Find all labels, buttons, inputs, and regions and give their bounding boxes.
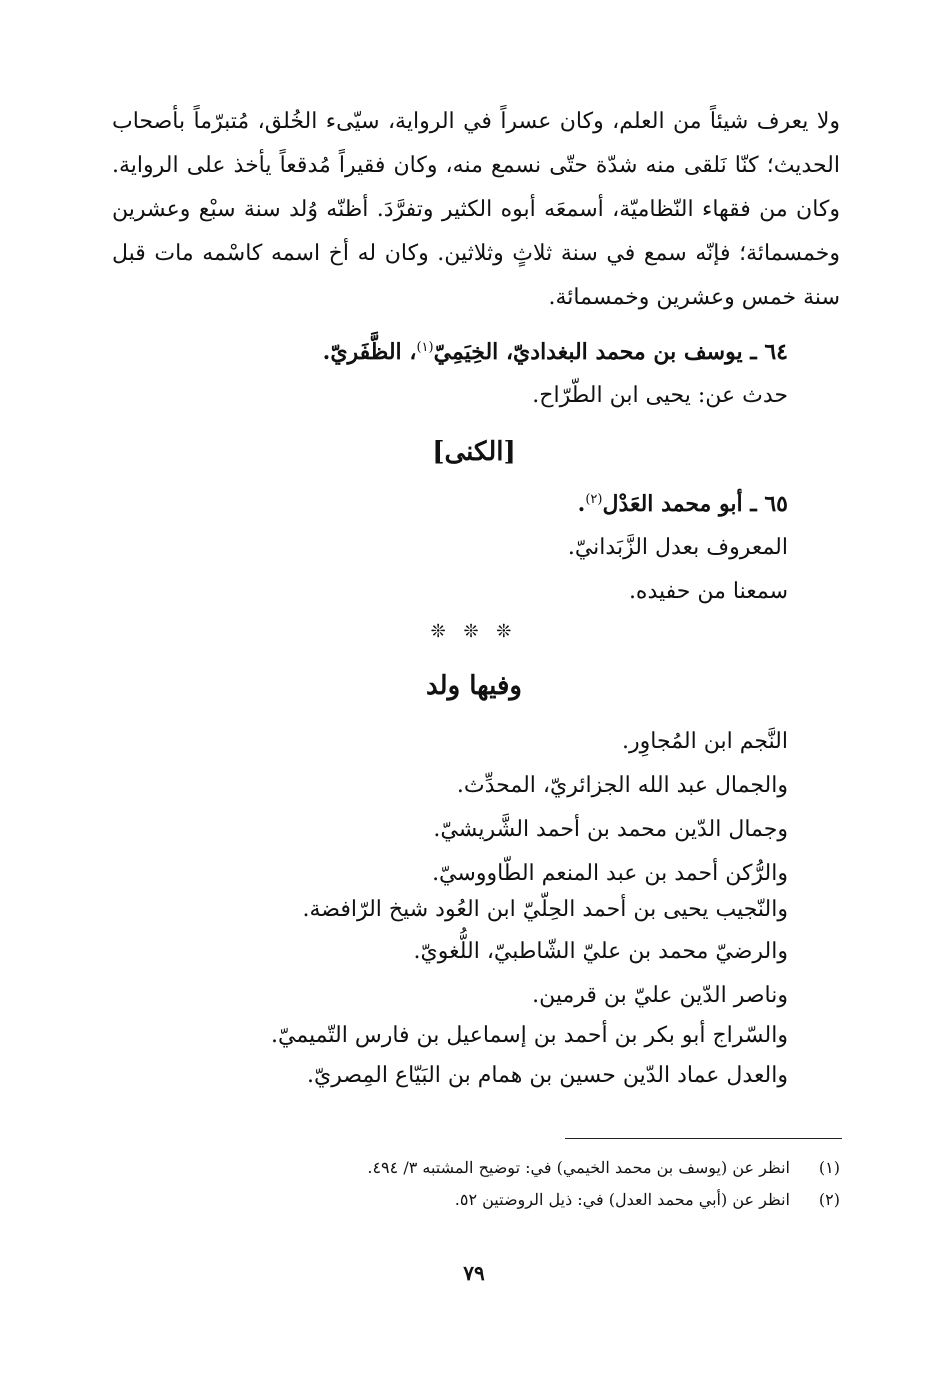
footnote-1 xyxy=(367,1154,840,1182)
born-item: والرُّكن أحمد بن عبد المنعم الطّاووسيّ. xyxy=(432,861,788,886)
footnote-2-number: (٢) xyxy=(818,1190,840,1209)
biography-paragraph: ولا يعرف شيئاً من العلم، وكان عسراً في الرواية، سيّىء الخُلق، مُتبرّماً بأصحاب الحديث؛ كنّا نَلقى منه شدّة حتّى نسمع منه، وكان فقيراً مُدقعاً يأخذ على الرواية. وكان من فقهاء النّظاميّة، أسمعَه أبوه الكثير وتفرَّدَ. أظنّه وُلد سنة سبْع وعشرين وخمسمائة؛ فإنّه سمع في سنة ثلاثٍ وثلاثين. وكان له أخ اسمه كاسْمه مات قبل سنة خمس وعشرين وخمسمائة. xyxy=(112,109,840,310)
entry-64-detail: حدث عن: يحيى ابن الطّرّاح. xyxy=(532,383,788,408)
footnote-divider xyxy=(565,1138,842,1139)
entry-64-title xyxy=(323,332,788,372)
footnote-ref-1[interactable]: (١) xyxy=(416,340,434,355)
footnote-ref-2[interactable]: (٢) xyxy=(585,492,603,507)
entry-64-name-suffix: ، الظَّفَريّ. xyxy=(322,339,417,365)
page-number: ٧٩ xyxy=(463,1261,485,1285)
footnote-1-text: انظر عن (يوسف بن محمد الخيمي) في: توضيح المشتبه ٣/ ٤٩٤. xyxy=(367,1158,790,1177)
footnote-2 xyxy=(455,1186,840,1214)
born-item: والعدل عماد الدّين حسين بن همام بن البَيّاع المِصريّ. xyxy=(307,1063,788,1088)
born-item: النَّجم ابن المُجاوِر. xyxy=(622,729,788,754)
born-item: والجمال عبد الله الجزائريّ، المحدِّث. xyxy=(456,773,788,798)
born-item: والنّجيب يحيى بن أحمد الحِلّيّ ابن العُود شيخ الرّافضة. xyxy=(302,897,788,922)
section-separator: ❊ ❊ ❊ xyxy=(430,621,518,642)
born-heading: وفيها ولد xyxy=(426,671,522,701)
born-item: والرضيّ محمد بن عليّ الشّاطبيّ، اللُّغويّ. xyxy=(413,939,788,964)
section-title-kuna: [الكنى] xyxy=(432,437,516,467)
born-item: والسّراج أبو بكر بن أحمد بن إسماعيل بن فارس التّميميّ. xyxy=(270,1023,788,1048)
footnote-1-number: (١) xyxy=(818,1158,840,1177)
entry-64-name: ٦٤ ـ يوسف بن محمد البغداديّ، الخِيَمِيّ xyxy=(433,339,788,365)
entry-65-title xyxy=(578,484,788,524)
born-item: وناصر الدّين عليّ بن قرمين. xyxy=(532,983,788,1008)
born-item: وجمال الدّين محمد بن أحمد الشَّريشيّ. xyxy=(433,817,788,842)
entry-65-name-suffix: . xyxy=(577,491,586,517)
entry-65-line-1: المعروف بعدل الزَّبَدانيّ. xyxy=(567,535,788,560)
entry-65-name: ٦٥ ـ أبو محمد العَدْل xyxy=(602,491,788,517)
footnote-2-text: انظر عن (أبي محمد العدل) في: ذيل الروضتين ٥٢. xyxy=(454,1190,790,1209)
entry-65-line-2: سمعنا من حفيده. xyxy=(628,579,788,604)
